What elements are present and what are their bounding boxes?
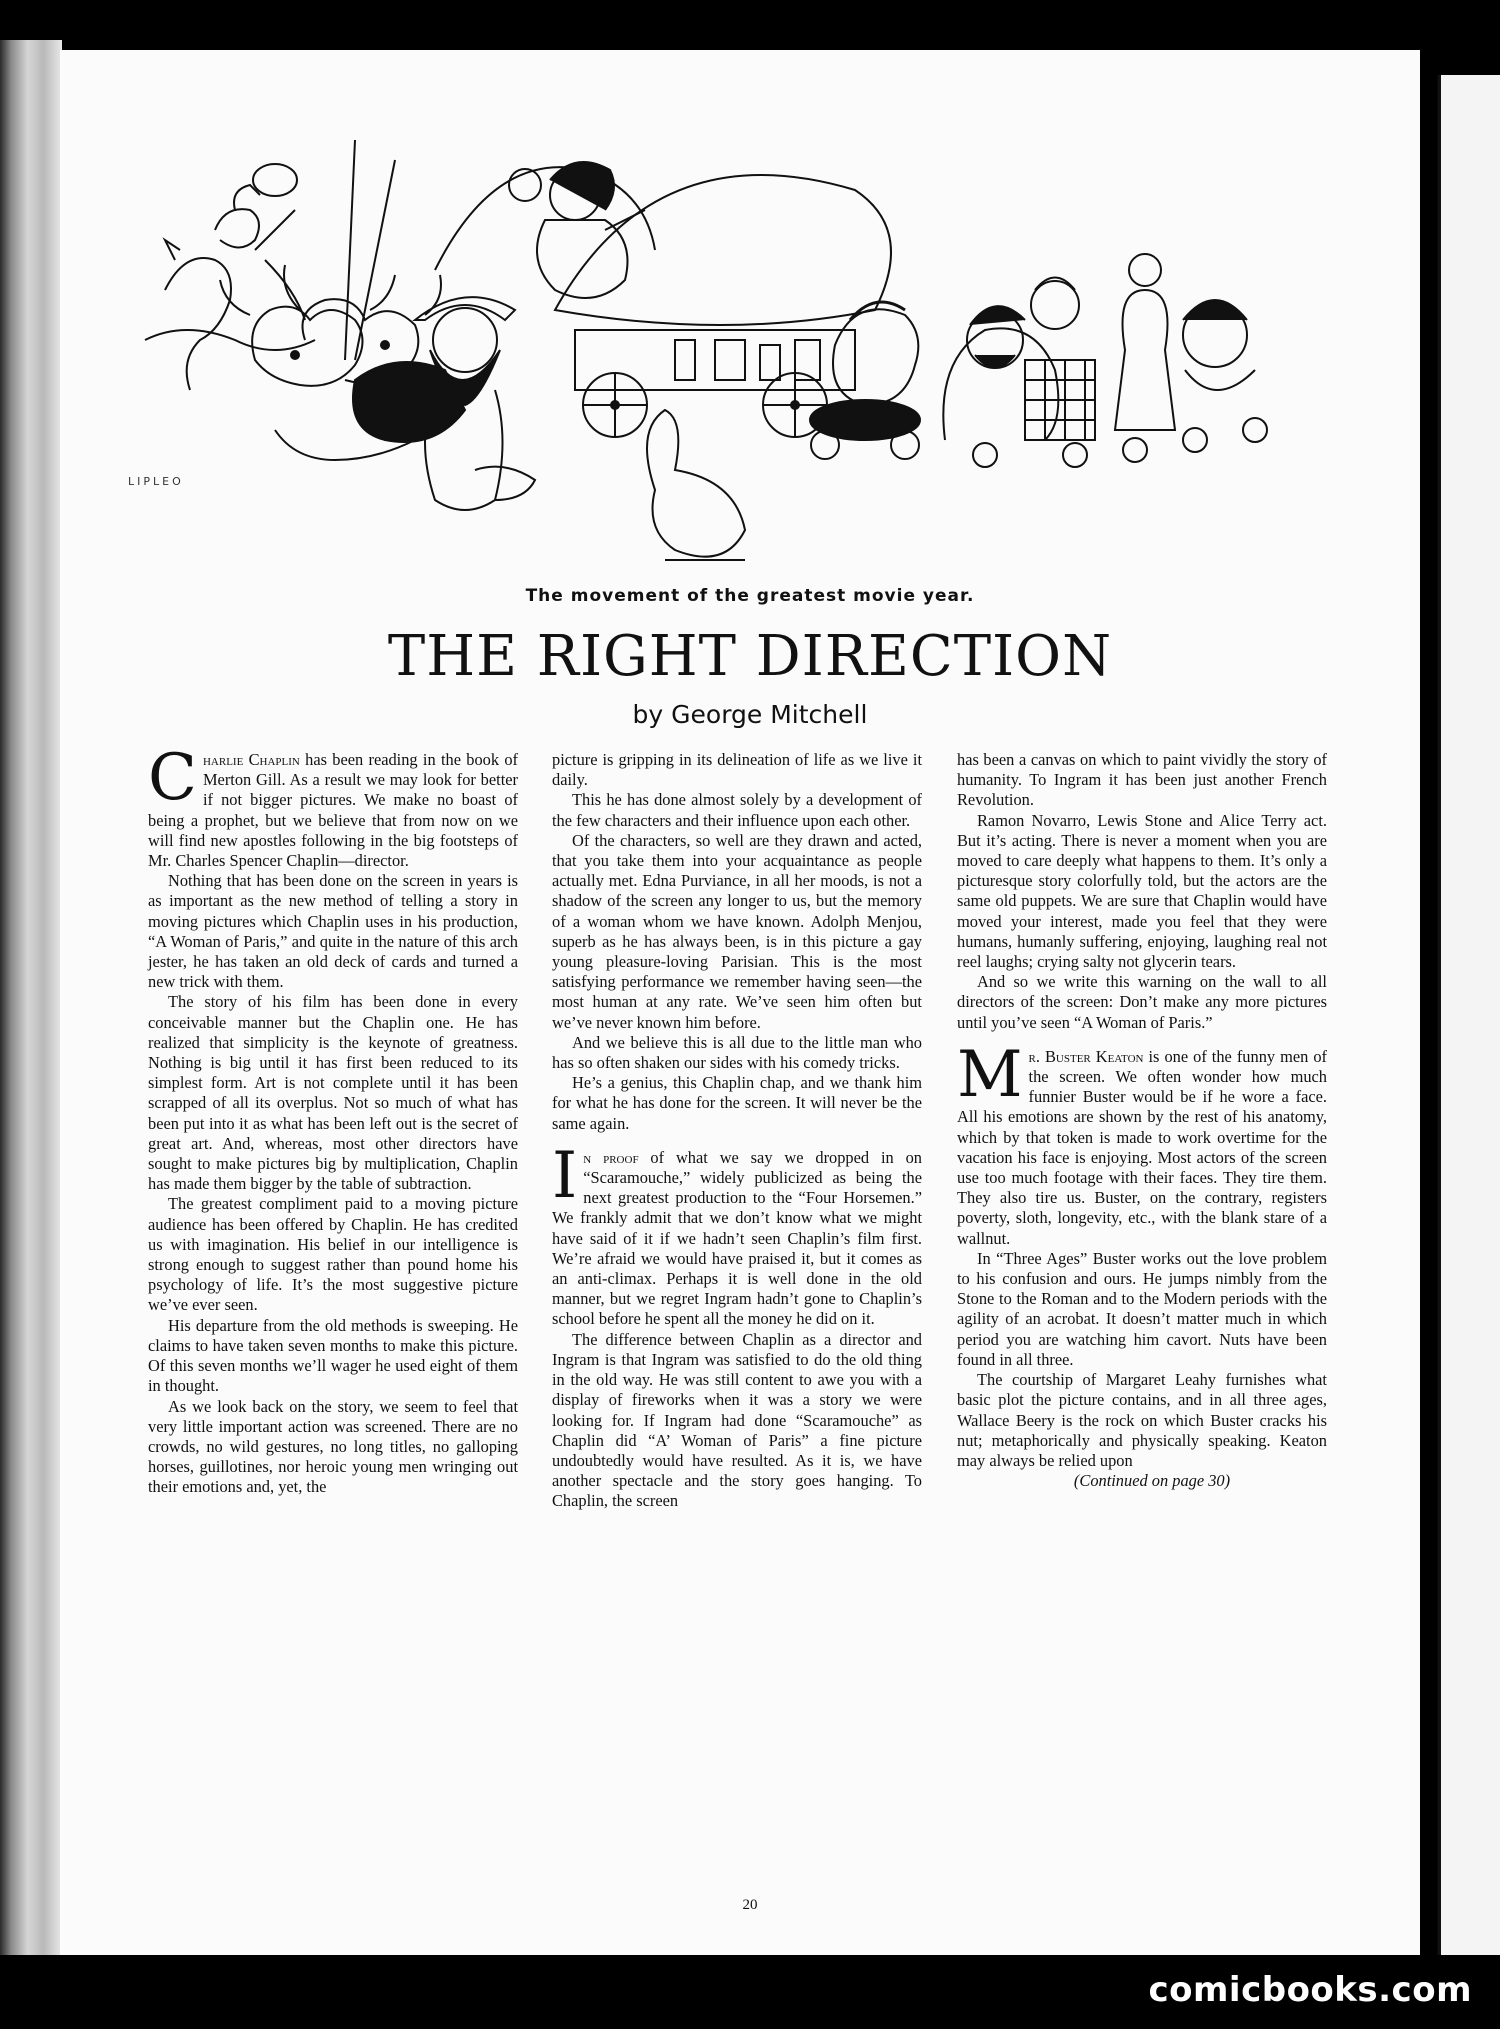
lead-in: harlie Chaplin	[202, 750, 300, 769]
paragraph: The difference between Chaplin as a director and Ingram is that Ingram was satisfied to do the old thing in the old way. He was still content to awe you with a display of fireworks when it was a story we were looking for. If Ingram had done “Scaramouche” as Chaplin did “A’ Woman of Paris” a fine picture undoubtedly would have resulted. As it is, we have another spectacle and the story goes hanging. To Chaplin, the screen	[552, 1329, 922, 1511]
turbaned-figure-drawing	[810, 302, 920, 459]
movie-parade-illustration	[135, 140, 1295, 580]
paragraph-text: is one of the funny men of the screen. We often wonder how much funnier Buster would be if he wore a face. All his emotions are shown by the rest of his anatomy, which by that token is made to work overtime for the vacation his face is enjoying. Most actors of the screen use too much footage with their faces. They tire them. They also tire us. Buster, on the contrary, registers poverty, sloth, longevity, etc., with the blank stare of a wallnut.	[957, 1046, 1327, 1248]
page-number: 20	[742, 1897, 758, 1913]
continued-note: (Continued on page 30)	[1073, 1471, 1231, 1491]
paragraph: Of the characters, so well are they drawn and acted, that you take them into your acquaintance as people actually met. Edna Purviance, in all her moods, is not a shadow of the screen any longer to us, but the memory of a woman whom we have known. Adolph Menjou, superb as he has always been, is in this picture a gay young pleasure-loving Parisian. This is the most satisfying performance we remember having seen—the most human at any rate. We’ve seen him often but we’ve never known him before.	[552, 830, 922, 1032]
book-spine-edge	[0, 40, 62, 1960]
paragraph: picture is gripping in its delineation of life as we live it daily.	[552, 750, 922, 790]
lead-in: r. Buster Keaton	[1028, 1046, 1144, 1066]
oxen-drawing	[220, 265, 465, 460]
illustration-caption: The movement of the greatest movie year.	[525, 586, 975, 606]
paragraph	[148, 741, 518, 871]
paragraph-text: of what we say we dropped in on “Scaramouche,” widely publicized as being the next greatest production to the “Four Horsemen.” We frankly admit that we don’t know what we might have said of it if we hadn’t seen Chaplin’s film first. We’re afraid we would have praised it, but it comes as an anti-climax. Perhaps it is well done in the old manner, but we regret Ingram hadn’t gone to Chaplin’s school before he spent all the money he did on it.	[552, 1147, 922, 1329]
paragraph: Ramon Novarro, Lewis Stone and Alice Terry act. But it’s acting. There is never a moment when you are moved to care deeply what happens to them. It’s only a picturesque story colorfully told, but the actors are the same old puppets. We are sure that Chaplin would have moved your interest, made you feel that they were humans, humanly suffering, enjoying, laughing real not reel laughs; crying salty not glycerin tears.	[957, 810, 1327, 972]
paragraph: As we look back on the story, we seem to feel that very little important action was screened. There are no crowds, no wild gestures, no long titles, no galloping horses, guillotines, nor heroic young men wringing out their emotions and, yet, the	[148, 1396, 518, 1497]
article-column-1	[148, 741, 518, 1498]
paragraph: He’s a genius, this Chaplin chap, and we thank him for what he has done for the screen. It will never be the same again.	[552, 1073, 922, 1133]
caricature-group-drawing	[943, 254, 1267, 467]
site-watermark: comicbooks.com	[1148, 1970, 1472, 2010]
article-column-2	[552, 750, 922, 1512]
paragraph: The courtship of Margaret Leahy furnishes what basic plot the picture contains, and in all three ages, Wallace Beery is the rock on which Buster cracks his nut; metaphorically and physically speaking. Keaton may always be relied upon	[957, 1370, 1327, 1470]
paragraph: Nothing that has been done on the screen in years is as important as the new method of telling a story in moving pictures which Chaplin uses in his production, “A Woman of Paris,” and quite in the nature of this arch jester, he has taken an old deck of cards and turned a new trick with them.	[148, 871, 518, 992]
lead-in: n proof	[583, 1147, 639, 1167]
paragraph: And so we write this warning on the wall to all directors of the screen: Don’t make any more pictures until you’ve seen “A Woman of Paris.”	[957, 972, 1327, 1032]
covered-wagon-drawing	[555, 175, 891, 437]
paragraph: His departure from the old methods is sweeping. He claims to have taken seven months to make this picture. Of this seven months we’ll wager he used eight of them in thought.	[148, 1315, 518, 1396]
tambourine-woman-drawing	[435, 162, 655, 298]
article-column-3	[957, 750, 1327, 1491]
drop-cap: M	[957, 1037, 1023, 1112]
paragraph	[957, 1037, 1327, 1249]
cowboy-horse-drawing	[145, 164, 315, 390]
shoe-drawing	[647, 410, 745, 560]
article-title: THE RIGHT DIRECTION	[387, 624, 1113, 689]
paragraph: This he has done almost solely by a development of the few characters and their influence upon each other.	[552, 790, 922, 830]
facing-page-edge	[1420, 75, 1500, 1955]
drop-cap: I	[552, 1138, 578, 1213]
paragraph: The greatest compliment paid to a moving picture audience has been offered by Chaplin. He has credited us with imagination. His belief in our intelligence is strong enough to suggest rather than pound home his psychology of life. It’s the most suggestive picture we’ve ever seen.	[148, 1194, 518, 1315]
article-byline: by George Mitchell	[632, 700, 868, 729]
paragraph-text: has been reading in the book of Merton Gill. As a result we may look for better if not bigger pictures. We make no boast of being a prophet, but we believe that from now on we will find new apostles following in the big footsteps of Mr. Charles Spencer Chaplin—director.	[148, 750, 518, 871]
artist-signature: LIPLEO	[128, 475, 184, 488]
paragraph: has been a canvas on which to paint vividly the story of humanity. To Ingram it has been just another French Revolution.	[957, 750, 1327, 810]
paragraph: The story of his film has been done in every conceivable manner but the Chaplin one. He has realized that simplicity is the keynote of greatness. Nothing is big until it has first been reduced to its simplest form. Art is not complete until it has been scrapped of all its overplus. Not so much of what has been put into it as what has been left out is the secret of great art. And, whereas, most other directors have sought to make pictures big by multiplication, Chaplin has made them bigger by the table of subtraction.	[148, 992, 518, 1194]
paragraph	[552, 1138, 922, 1330]
paragraph: And we believe this is all due to the little man who has so often shaken our sides with his comedy tricks.	[552, 1032, 922, 1073]
drop-cap: C	[148, 741, 197, 815]
paragraph: In “Three Ages” Buster works out the love problem to his confusion and ours. He jumps nimbly from the Stone to the Roman and to the Modern periods with the agility of an acrobat. It doesn’t matter much in which period you are watching him cavort. Nuts have been found in all three.	[957, 1248, 1327, 1369]
